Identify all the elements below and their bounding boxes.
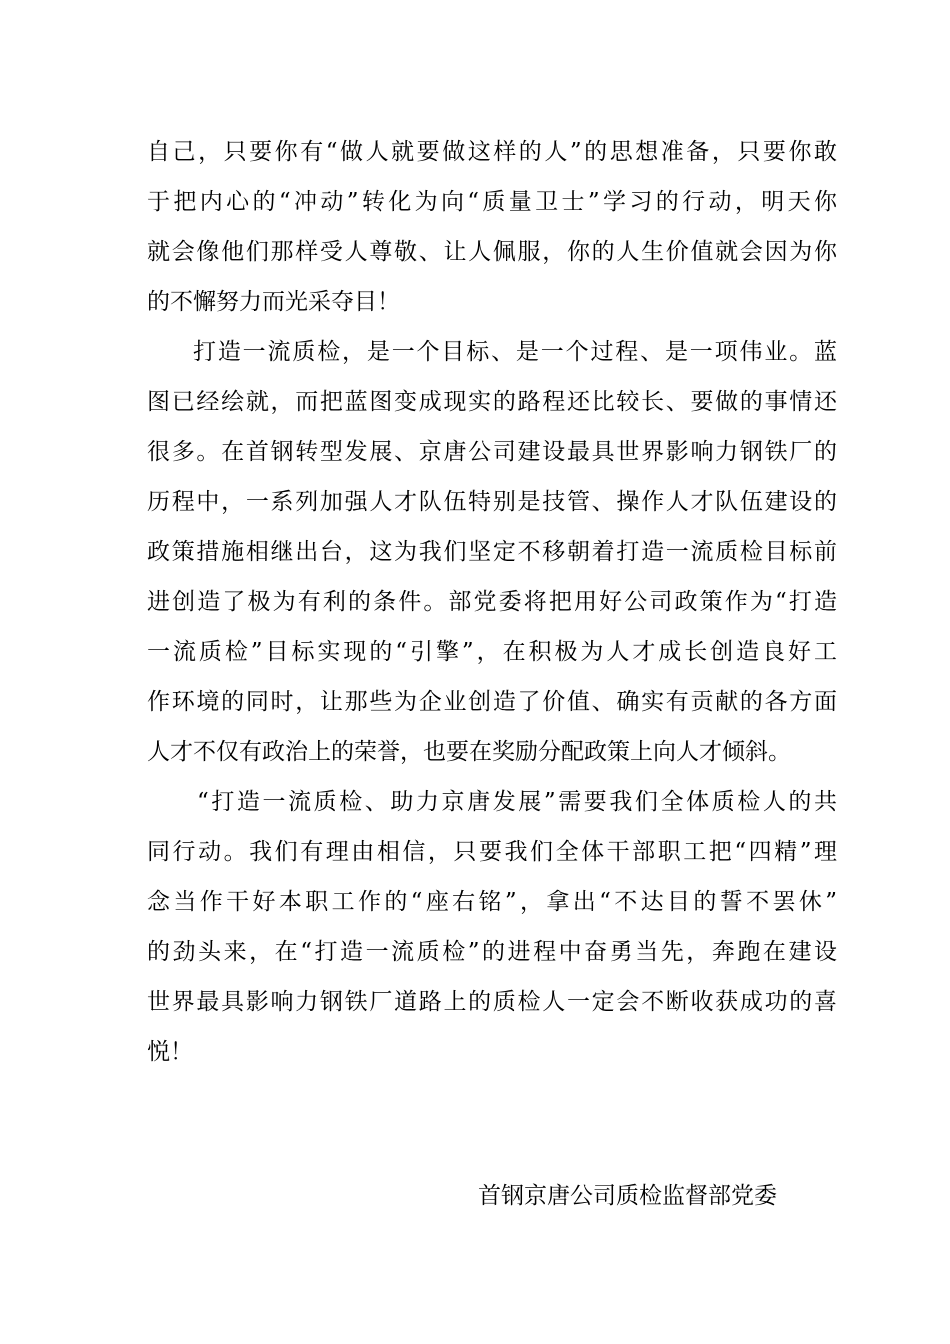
text-line: 图已经绘就，而把蓝图变成现实的路程还比较长、要做的事情还: [147, 389, 837, 415]
signature: 首钢京唐公司质检监督部党委: [478, 1183, 777, 1209]
text-line: 作环境的同时，让那些为企业创造了价值、确实有贡献的各方面: [147, 689, 837, 715]
text-line: 的劲头来，在“打造一流质检”的进程中奋勇当先，奔跑在建设: [147, 939, 837, 965]
text-line: “打造一流质检、助力京唐发展”需要我们全体质检人的共: [197, 789, 837, 815]
text-line: 打造一流质检，是一个目标、是一个过程、是一项伟业。蓝: [193, 339, 837, 365]
text-line: 历程中，一系列加强人才队伍特别是技管、操作人才队伍建设的: [147, 489, 837, 515]
text-line: 自己，只要你有“做人就要做这样的人”的思想准备，只要你敢: [147, 139, 837, 165]
text-line: 世界最具影响力钢铁厂道路上的质检人一定会不断收获成功的喜: [147, 989, 837, 1015]
text-line: 政策措施相继出台，这为我们坚定不移朝着打造一流质检目标前: [147, 539, 837, 565]
text-line: 悦！: [147, 1039, 193, 1065]
text-line: 于把内心的“冲动”转化为向“质量卫士”学习的行动，明天你: [147, 189, 837, 215]
text-line: 一流质检”目标实现的“引擎”，在积极为人才成长创造良好工: [147, 639, 837, 665]
text-line: 念当作干好本职工作的“座右铭”，拿出“不达目的誓不罢休”: [147, 889, 837, 915]
text-line: 的不懈努力而光采夺目！: [147, 289, 400, 315]
text-line: 进创造了极为有利的条件。部党委将把用好公司政策作为“打造: [147, 589, 837, 615]
text-line: 同行动。我们有理由相信，只要我们全体干部职工把“四精”理: [147, 839, 837, 865]
text-line: 人才不仅有政治上的荣誉，也要在奖励分配政策上向人才倾斜。: [147, 739, 791, 765]
text-line: 就会像他们那样受人尊敬、让人佩服，你的人生价值就会因为你: [147, 239, 837, 265]
text-line: 很多。在首钢转型发展、京唐公司建设最具世界影响力钢铁厂的: [147, 439, 837, 465]
